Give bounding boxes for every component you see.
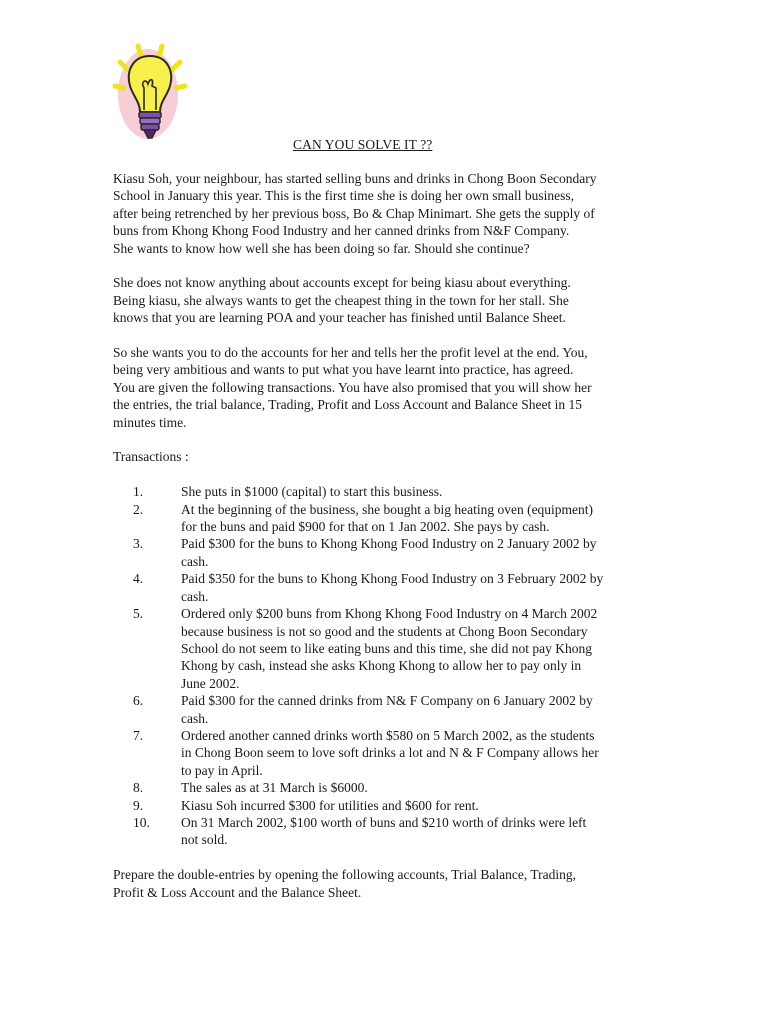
item-text: [181, 692, 653, 727]
text-line: minutes time.: [113, 414, 187, 430]
item-number: 8.: [133, 780, 144, 796]
text-line: On 31 March 2002, $100 worth of buns and $210 worth of drinks were left: [181, 814, 587, 830]
text-line: being very ambitious and wants to put what you have learnt into practice, has agreed.: [113, 362, 574, 378]
text-line: after being retrenched by her previous boss, Bo & Chap Minimart. She gets the supply of: [113, 205, 595, 221]
text-line: Khong by cash, instead she asks Khong Khong to allow her to pay only in: [181, 658, 582, 674]
text-line: At the beginning of the business, she bought a big heating oven (equipment): [181, 501, 594, 517]
list-item: [113, 692, 653, 727]
list-item: [113, 570, 653, 605]
item-number: 10.: [133, 814, 150, 830]
item-number: 5.: [133, 606, 144, 622]
item-text: [181, 483, 653, 500]
text-line: Paid $300 for the canned drinks from N& F Company on 6 January 2002 by: [181, 693, 593, 709]
text-line: You are given the following transactions. You have also promised that you will show her: [113, 379, 592, 395]
text-line: cash.: [181, 553, 209, 569]
document-title: CAN YOU SOLVE IT ??: [293, 137, 433, 152]
item-text: [181, 605, 653, 692]
item-number: 4.: [133, 571, 144, 587]
text-line: June 2002.: [181, 675, 240, 691]
text-line: cash.: [181, 710, 209, 726]
document-body: [113, 170, 653, 918]
text-line: Paid $350 for the buns to Khong Khong Food Industry on 3 February 2002 by: [181, 571, 604, 587]
item-text: [181, 797, 653, 814]
text-line: Ordered another canned drinks worth $580 on 5 March 2002, as the students: [181, 727, 595, 743]
text-line: in Chong Boon seem to love soft drinks a lot and N & F Company allows her: [181, 745, 599, 761]
item-number: 2.: [133, 501, 144, 517]
transactions-list: [113, 483, 653, 849]
list-item: [113, 797, 653, 814]
closing-paragraph: [113, 866, 653, 901]
text-line: knows that you are learning POA and your teacher has finished until Balance Sheet.: [113, 310, 566, 326]
transactions-label: Transactions :: [113, 449, 189, 465]
task-paragraph: [113, 344, 653, 431]
item-text: [181, 814, 653, 849]
item-number: 9.: [133, 797, 144, 813]
text-line: not sold.: [181, 832, 228, 848]
text-line: Kiasu Soh incurred $300 for utilities and $600 for rent.: [181, 797, 479, 813]
text-line: to pay in April.: [181, 762, 263, 778]
text-line: because business is not so good and the students at Chong Boon Secondary: [181, 623, 588, 639]
text-line: buns from Khong Khong Food Industry and her canned drinks from N&F Company.: [113, 223, 570, 239]
text-line: Paid $300 for the buns to Khong Khong Food Industry on 2 January 2002 by: [181, 536, 597, 552]
text-line: So she wants you to do the accounts for her and tells her the profit level at the end. You,: [113, 345, 588, 361]
list-item: [113, 501, 653, 536]
list-item: [113, 779, 653, 796]
item-number: 6.: [133, 693, 144, 709]
item-number: 7.: [133, 727, 144, 743]
list-item: [113, 814, 653, 849]
text-line: for the buns and paid $900 for that on 1 Jan 2002. She pays by cash.: [181, 519, 550, 535]
text-line: The sales as at 31 March is $6000.: [181, 780, 368, 796]
text-line: She does not know anything about accounts except for being kiasu about everything.: [113, 275, 571, 291]
background-paragraph: [113, 274, 653, 326]
item-number: 1.: [133, 484, 144, 500]
text-line: Being kiasu, she always wants to get the cheapest thing in the town for her stall. She: [113, 292, 569, 308]
list-item: [113, 605, 653, 692]
text-line: cash.: [181, 588, 209, 604]
list-item: [113, 535, 653, 570]
item-number: 3.: [133, 536, 144, 552]
text-line: Kiasu Soh, your neighbour, has started selling buns and drinks in Chong Boon Secondary: [113, 171, 597, 186]
item-text: [181, 570, 653, 605]
list-item: [113, 727, 653, 779]
text-line: She wants to know how well she has been doing so far. Should she continue?: [113, 240, 530, 256]
text-line: Profit & Loss Account and the Balance Sheet.: [113, 884, 362, 900]
item-text: [181, 727, 653, 779]
item-text: [181, 535, 653, 570]
item-text: [181, 501, 653, 536]
text-line: School do not seem to like eating buns and this time, she did not pay Khong: [181, 640, 592, 656]
text-line: Prepare the double-entries by opening the following accounts, Trial Balance, Trading,: [113, 867, 577, 883]
list-item: [113, 483, 653, 500]
lightbulb-clipart-icon: [110, 42, 190, 148]
text-line: School in January this year. This is the first time she is doing her own small business,: [113, 188, 574, 204]
text-line: Ordered only $200 buns from Khong Khong Food Industry on 4 March 2002: [181, 606, 598, 622]
intro-paragraph: [113, 170, 653, 257]
text-line: the entries, the trial balance, Trading, Profit and Loss Account and Balance Sheet in 15: [113, 397, 583, 413]
text-line: She puts in $1000 (capital) to start this business.: [181, 484, 443, 500]
item-text: [181, 779, 653, 796]
